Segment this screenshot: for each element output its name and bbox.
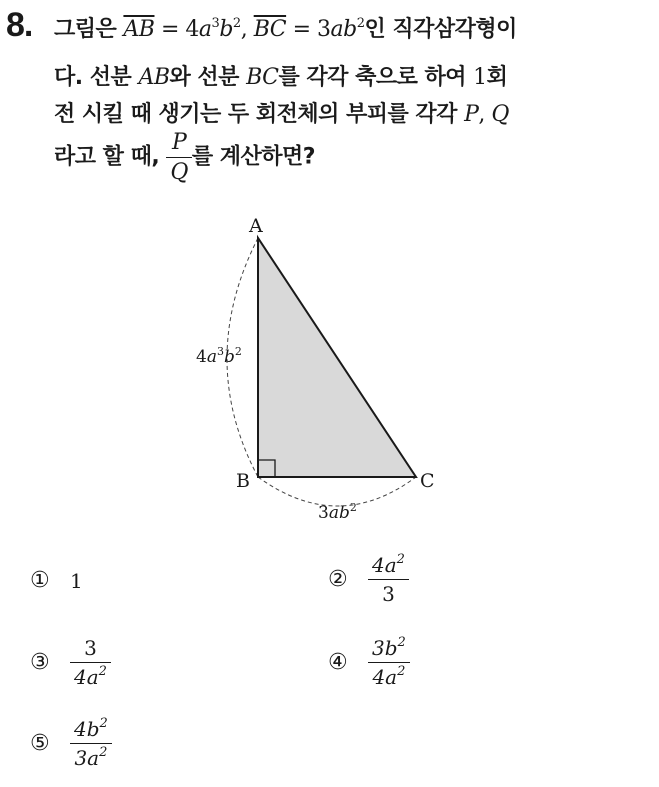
- option-3-fraction: [70, 636, 111, 689]
- option-5-den: 3a: [74, 746, 100, 770]
- line2-post1: 를 각각 축으로 하여: [278, 65, 474, 90]
- segment-bc-2: BC: [246, 65, 279, 90]
- ab-length-b: b: [223, 347, 235, 367]
- line3-comma: ,: [478, 102, 492, 127]
- option-4-mark: ④: [328, 650, 348, 675]
- right-triangle: [258, 238, 416, 477]
- equals-4: = 4: [154, 17, 199, 42]
- option-1[interactable]: [30, 568, 83, 593]
- fraction-numerator: P: [166, 130, 192, 158]
- vertex-a-label: A: [249, 215, 263, 237]
- segment-ab: $\overline{AB}$: [123, 17, 155, 42]
- option-5-fraction: [70, 717, 112, 770]
- ab-length-b-exp: 2: [234, 345, 242, 358]
- line2-prefix: 다. 선분: [54, 65, 139, 90]
- option-4-den: 4a: [372, 665, 398, 689]
- equals-3: = 3: [286, 17, 331, 42]
- vertex-c-label: C: [420, 470, 435, 492]
- option-2[interactable]: [328, 553, 409, 606]
- option-4-num-exp: 2: [397, 635, 406, 650]
- option-2-num-exp: 2: [396, 552, 405, 567]
- line2-mid: 와 선분: [169, 65, 247, 90]
- exp-ab: 2: [356, 16, 365, 31]
- ab-length-a-exp: 3: [216, 345, 224, 358]
- option-5-den-exp: 2: [99, 745, 108, 760]
- number-one: 1: [473, 65, 487, 90]
- option-2-mark: ②: [328, 567, 348, 592]
- line4-prefix: 라고 할 때,: [54, 144, 167, 170]
- option-5[interactable]: [30, 717, 112, 770]
- option-4-den-exp: 2: [397, 664, 406, 679]
- exp-a: 3: [211, 16, 220, 31]
- ab-length-coef: 4: [196, 347, 207, 367]
- option-3-den-exp: 2: [98, 664, 107, 679]
- option-1-value: 1: [70, 568, 83, 593]
- bc-length-exp: 2: [349, 501, 357, 514]
- question-number: 8.: [6, 6, 33, 44]
- option-1-mark: ①: [30, 568, 50, 593]
- option-3-mark: ③: [30, 650, 50, 675]
- fraction-denominator: Q: [170, 160, 188, 185]
- option-5-num: 4b: [74, 717, 100, 741]
- var-p: P: [464, 102, 479, 127]
- bc-dimension-arc: [258, 477, 416, 506]
- var-b: b: [219, 17, 233, 42]
- bc-length-coef: 3: [318, 503, 329, 523]
- line3-prefix: 전 시킬 때 생기는 두 회전체의 부피를 각각: [54, 102, 465, 127]
- option-2-num: 4a: [372, 553, 397, 577]
- line1-suffix: 인 직각삼각형이: [364, 17, 517, 42]
- bc-length-ab: ab: [328, 503, 350, 523]
- segment-bc: $\overline{BC}$: [253, 17, 287, 42]
- option-5-mark: ⑤: [30, 731, 50, 756]
- option-3[interactable]: [30, 636, 111, 689]
- exp-b: 2: [232, 16, 241, 31]
- var-ab: ab: [330, 17, 357, 42]
- option-4-num: 3b: [372, 636, 398, 660]
- vertex-b-label: B: [236, 470, 250, 492]
- option-2-fraction: [368, 553, 409, 606]
- option-3-num: 3: [84, 636, 97, 660]
- option-2-den: 3: [382, 582, 395, 606]
- line1-prefix: 그림은: [54, 17, 124, 42]
- var-q: Q: [491, 102, 509, 127]
- option-3-den: 4a: [74, 665, 99, 689]
- segment-ab-2: AB: [138, 65, 170, 90]
- option-5-num-exp: 2: [99, 716, 108, 731]
- comma: ,: [240, 17, 254, 42]
- option-4[interactable]: [328, 636, 410, 689]
- option-4-fraction: [368, 636, 410, 689]
- var-a: a: [198, 17, 212, 42]
- bc-length-label: [318, 501, 357, 523]
- ab-length-label: [196, 345, 242, 367]
- ab-length-a: a: [206, 347, 217, 367]
- line4-suffix: 를 계산하면?: [191, 144, 316, 170]
- line2-post2: 회: [486, 65, 508, 90]
